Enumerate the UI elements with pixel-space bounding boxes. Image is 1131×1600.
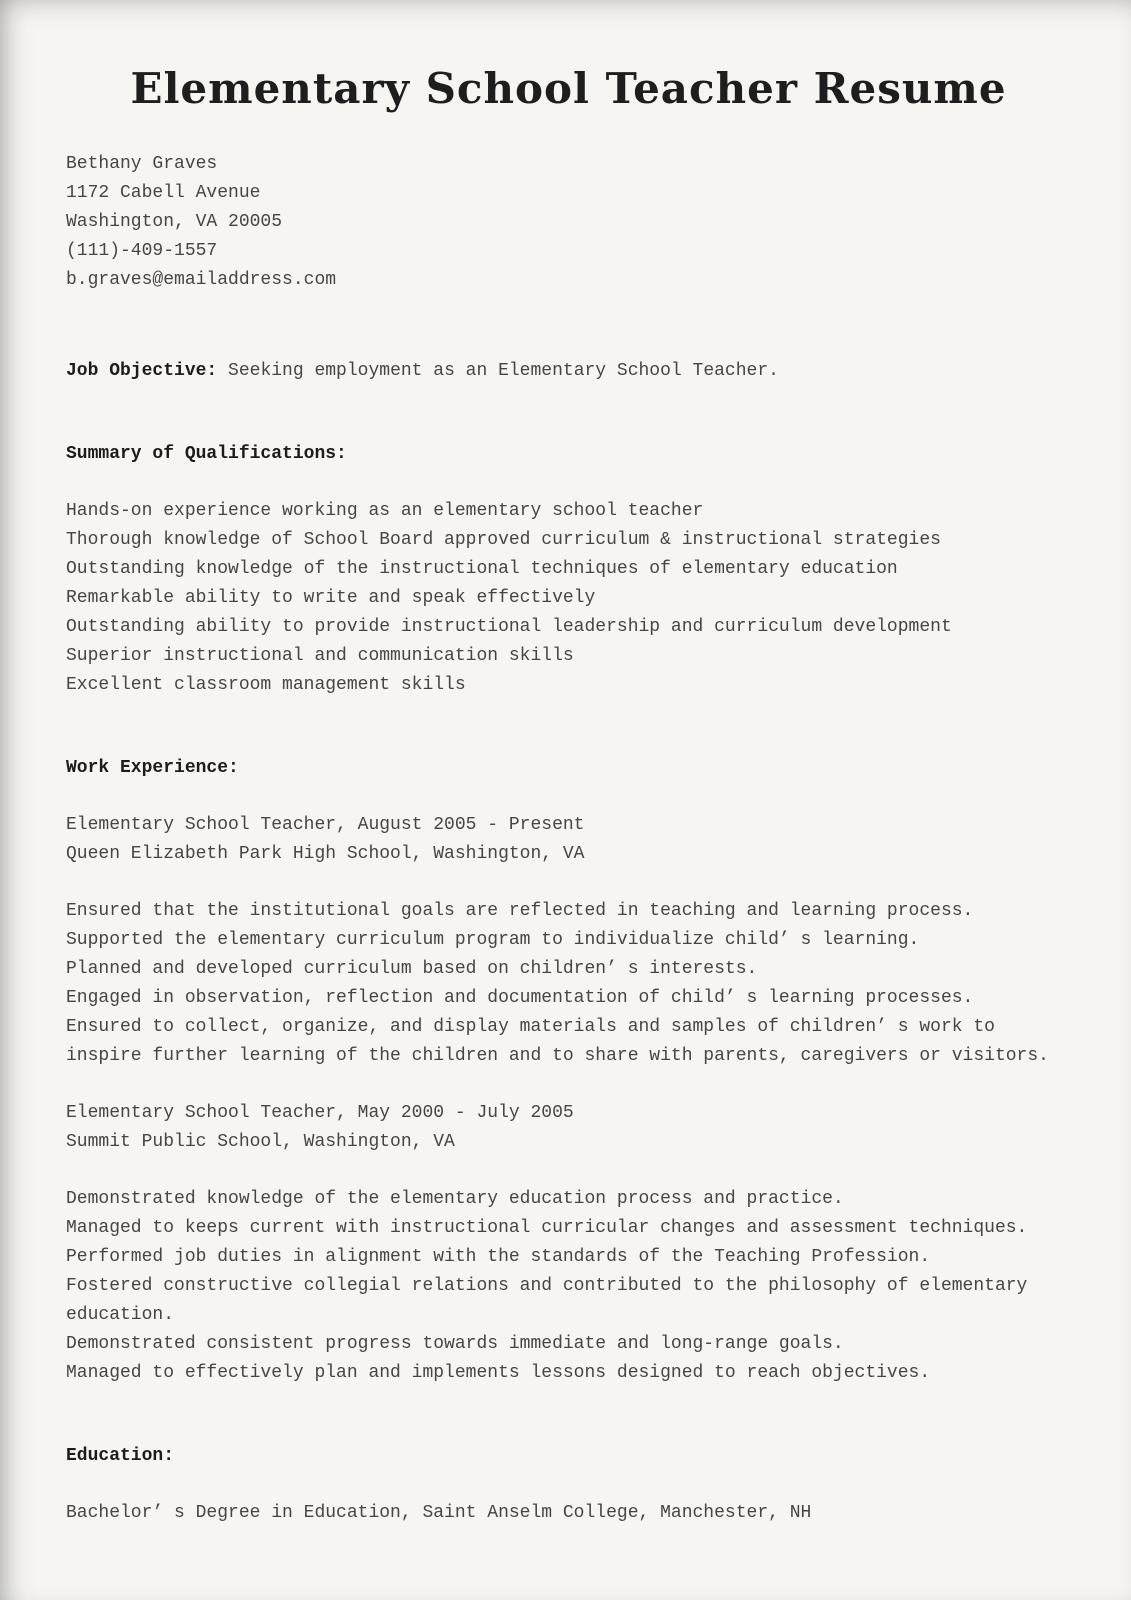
qualification-item: Remarkable ability to write and speak effectively	[66, 588, 596, 608]
contact-email: b.graves@emailaddress.com	[66, 270, 337, 290]
work-experience-heading: Work Experience:	[66, 758, 239, 778]
job-bullet: Managed to keeps current with instructional curricular changes and assessment techniques.	[66, 1218, 1028, 1238]
job-bullet: Demonstrated knowledge of the elementary education process and practice.	[66, 1189, 844, 1209]
job-bullet: Ensured that the institutional goals are reflected in teaching and learning process.	[66, 901, 974, 921]
job-title: Elementary School Teacher, August 2005 - Present	[66, 815, 585, 835]
contact-address-line2: Washington, VA 20005	[66, 212, 283, 232]
qualifications-heading: Summary of Qualifications:	[66, 444, 347, 464]
qualification-item: Outstanding knowledge of the instructional techniques of elementary education	[66, 559, 898, 579]
qualification-item: Hands-on experience working as an elementary school teacher	[66, 501, 704, 521]
qualification-item: Excellent classroom management skills	[66, 675, 466, 695]
job-bullet: Supported the elementary curriculum program to individualize child’ s learning.	[66, 930, 920, 950]
job-bullet: Ensured to collect, organize, and display materials and samples of children’ s work to inspire further learning of the children and to share with parents, caregivers or visitors.	[66, 1017, 1049, 1066]
job-bullet: Demonstrated consistent progress towards immediate and long-range goals.	[66, 1334, 844, 1354]
job-employer: Queen Elizabeth Park High School, Washington, VA	[66, 844, 585, 864]
job-bullets	[66, 897, 1071, 1071]
education-text: Bachelor’ s Degree in Education, Saint Anselm College, Manchester, NH	[66, 1503, 812, 1523]
job-bullets	[66, 1185, 1071, 1388]
contact-block	[66, 150, 1071, 295]
job-bullet: Planned and developed curriculum based on children’ s interests.	[66, 959, 758, 979]
job-objective	[66, 357, 1071, 386]
page-title: Elementary School Teacher Resume	[130, 64, 1007, 113]
job-title: Elementary School Teacher, May 2000 - July 2005	[66, 1103, 574, 1123]
qualifications-list	[66, 497, 1071, 700]
education-heading: Education:	[66, 1446, 175, 1466]
job-bullet: Fostered constructive collegial relations and contributed to the philosophy of elementary education.	[66, 1276, 1028, 1325]
qualification-item: Superior instructional and communication skills	[66, 646, 574, 666]
qualification-item: Outstanding ability to provide instructional leadership and curriculum development	[66, 617, 952, 637]
job-bullet: Managed to effectively plan and implements lessons designed to reach objectives.	[66, 1363, 931, 1383]
job-employer: Summit Public School, Washington, VA	[66, 1132, 455, 1152]
job-header	[66, 1099, 1071, 1157]
job-header	[66, 811, 1071, 869]
contact-phone: (111)-409-1557	[66, 241, 218, 261]
job-bullet: Performed job duties in alignment with the standards of the Teaching Profession.	[66, 1247, 931, 1267]
job-bullet: Engaged in observation, reflection and documentation of child’ s learning processes.	[66, 988, 974, 1008]
contact-address-line1: 1172 Cabell Avenue	[66, 183, 261, 203]
job-objective-text: Seeking employment as an Elementary School Teacher.	[217, 361, 779, 381]
contact-name: Bethany Graves	[66, 154, 218, 174]
job-objective-label: Job Objective:	[66, 361, 218, 381]
qualification-item: Thorough knowledge of School Board approved curriculum & instructional strategies	[66, 530, 941, 550]
